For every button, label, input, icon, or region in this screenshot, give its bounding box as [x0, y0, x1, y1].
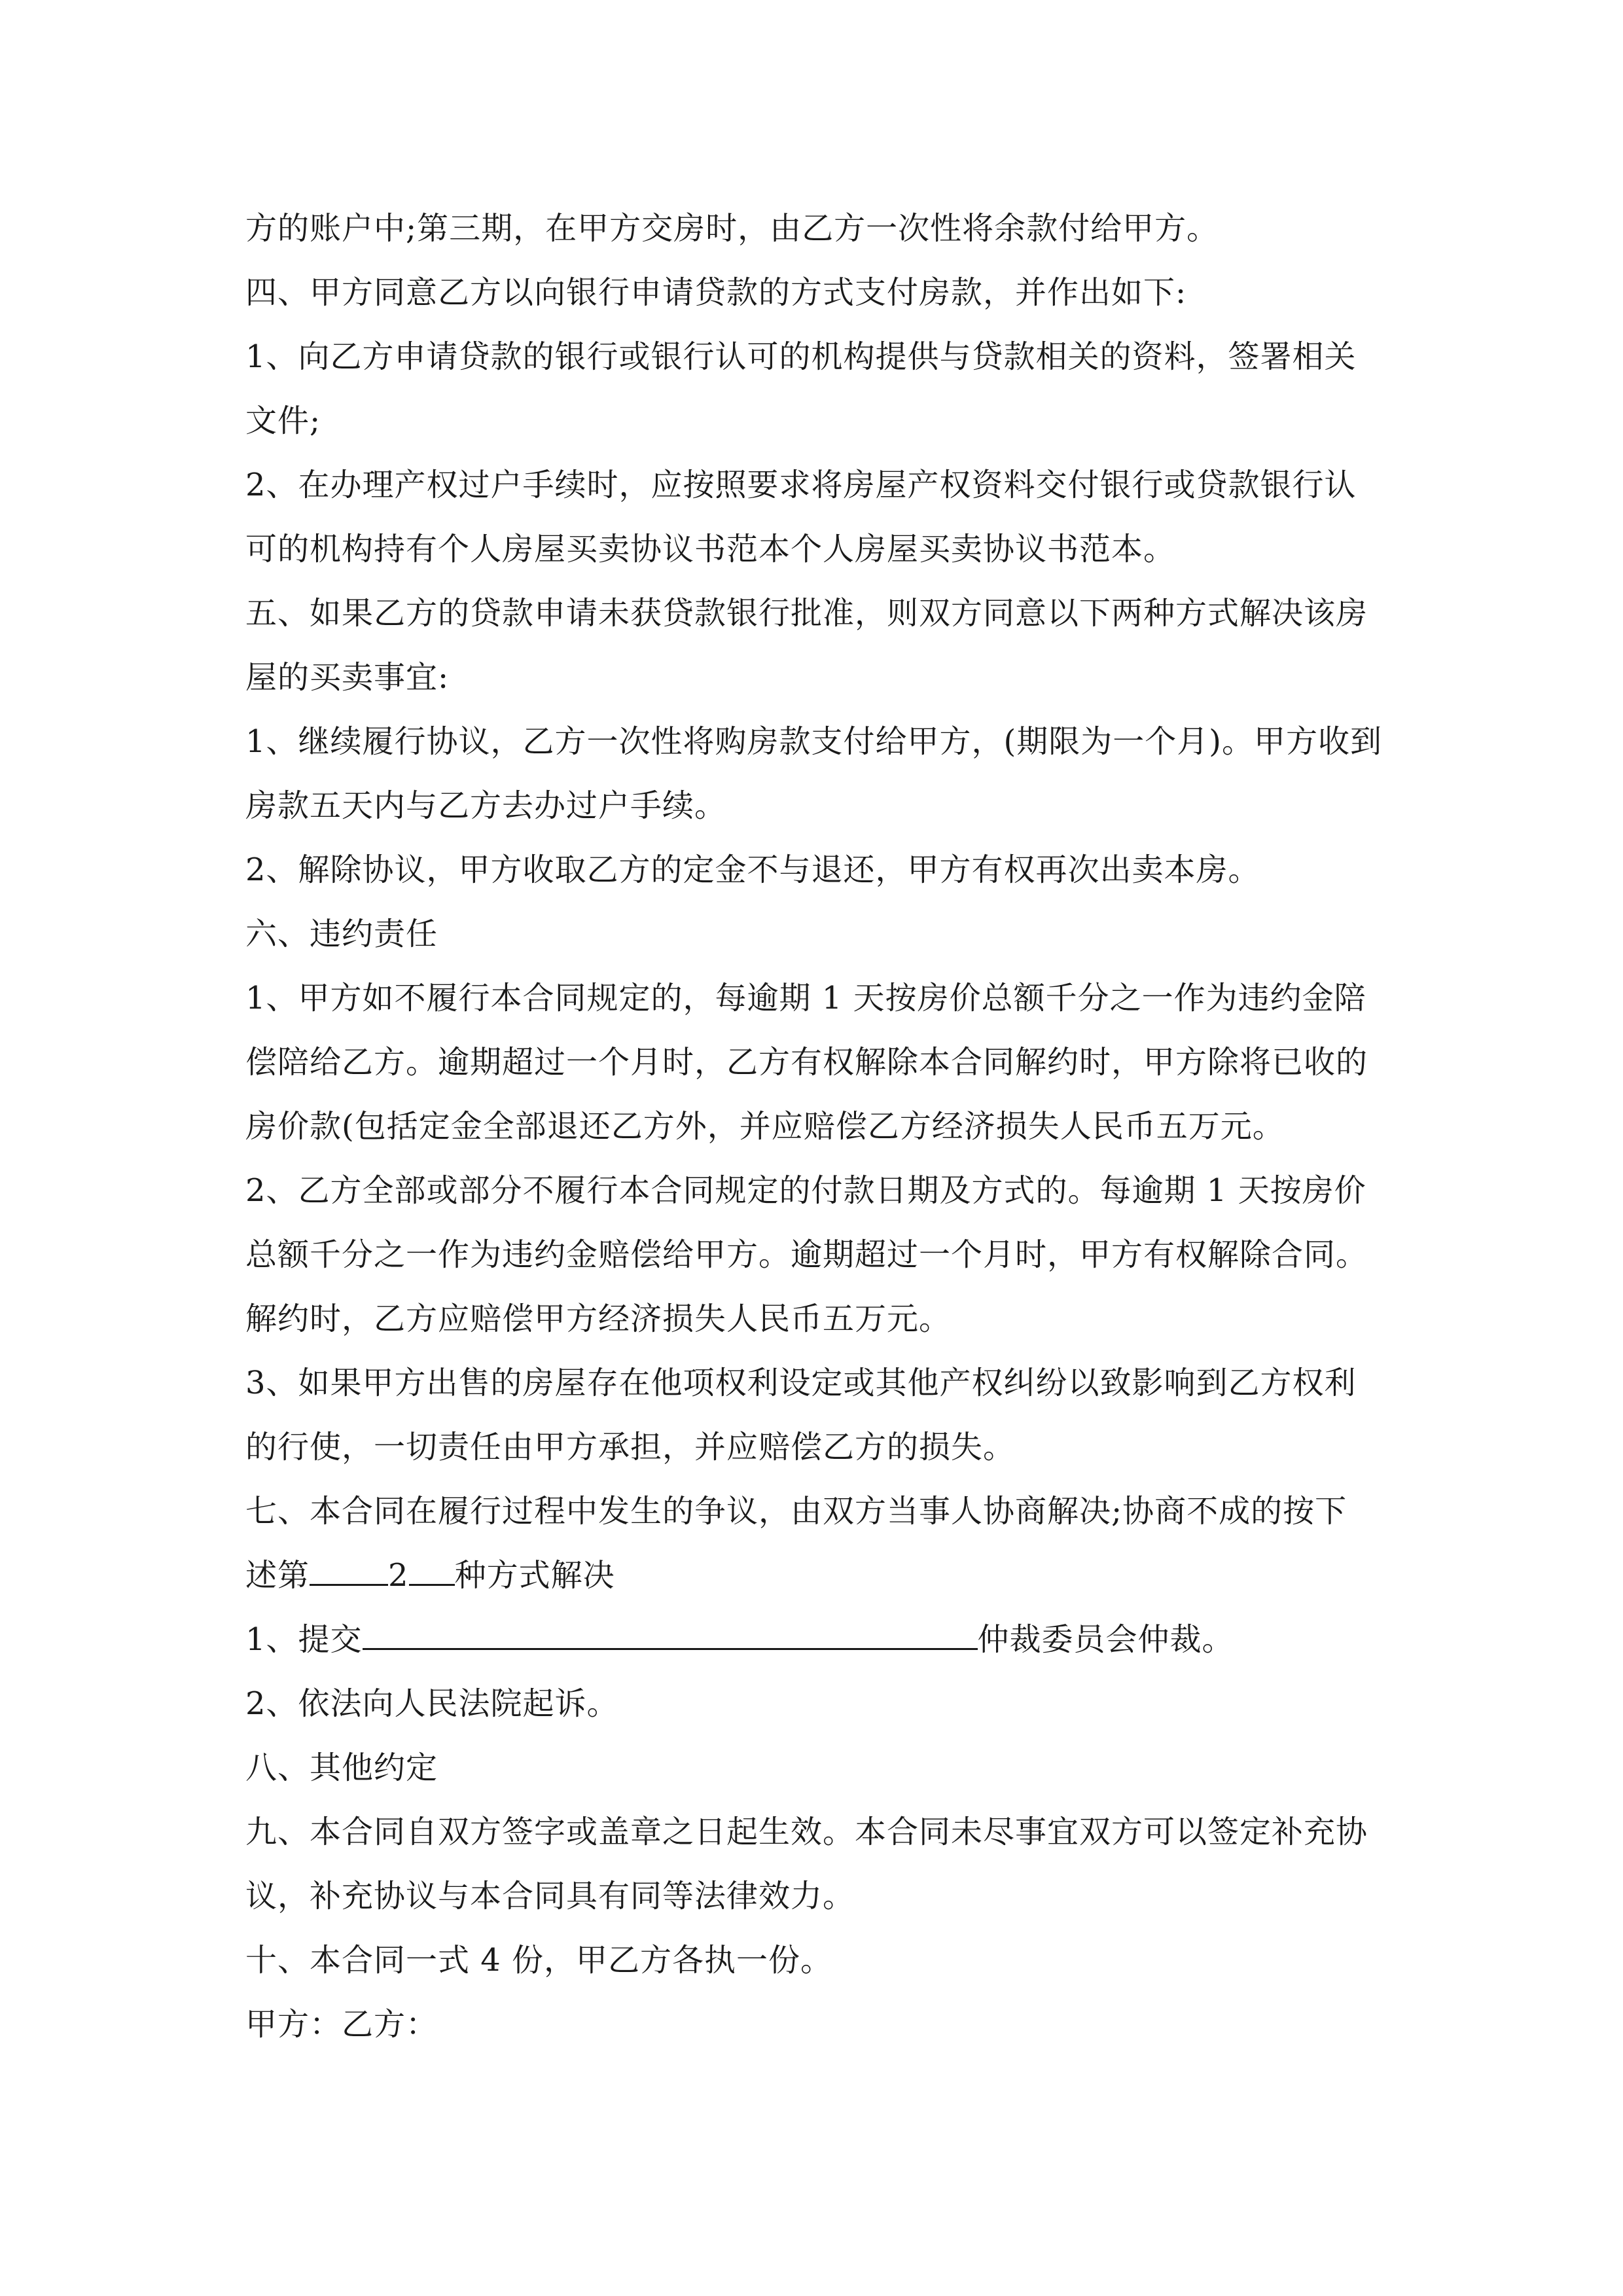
contract-page — [245, 196, 1384, 2056]
clause-7-choice-value: 2 — [388, 1557, 409, 1594]
paragraph: 3、如果甲方出售的房屋存在他项权利设定或其他产权纠纷以致影响到乙方权利的行使，一切责任由甲方承担，并应赔偿乙方的损失。 — [245, 1365, 1357, 1465]
paragraph: 方的账户中;第三期，在甲方交房时，由乙方一次性将余款付给甲方。 — [245, 210, 1219, 247]
arbitration-suffix: 仲裁委员会仲裁。 — [977, 1621, 1234, 1658]
blank-line — [310, 1545, 388, 1586]
paragraph: 2、乙方全部或部分不履行本合同规定的付款日期及方式的。每逾期 1 天按房价总额千分之一作为违约金赔偿给甲方。逾期超过一个月时，甲方有权解除合同。解约时，乙方应赔偿甲方经济损失人民币五万元。 — [245, 1172, 1368, 1337]
blank-line — [409, 1545, 455, 1586]
paragraph: 1、甲方如不履行本合同规定的，每逾期 1 天按房价总额千分之一作为违约金陪偿陪给乙方。逾期超过一个月时，乙方有权解除本合同解约时，甲方除将已收的房价款(包括定金全部退还乙方外，并应赔偿乙方经济损失人民币五万元。 — [245, 980, 1368, 1145]
clause-6-heading: 六、违约责任 — [245, 916, 438, 952]
paragraph: 2、在办理产权过户手续时，应按照要求将房屋产权资料交付银行或贷款银行认可的机构持有个人房屋买卖协议书范本个人房屋买卖协议书范本。 — [245, 467, 1357, 567]
clause-4-heading: 四、甲方同意乙方以向银行申请贷款的方式支付房款，并作出如下: — [245, 274, 1187, 311]
clause-7-prefix: 述第 — [245, 1557, 310, 1594]
paragraph: 九、本合同自双方签字或盖章之日起生效。本合同未尽事宜双方可以签定补充协议，补充协议与本合同具有同等法律效力。 — [245, 1814, 1368, 1914]
paragraph: 1、继续履行协议，乙方一次性将购房款支付给甲方，(期限为一个月)。甲方收到房款五天内与乙方去办过户手续。 — [245, 723, 1382, 824]
arbitration-prefix: 1、提交 — [245, 1621, 363, 1658]
clause-7-suffix: 种方式解决 — [454, 1557, 615, 1594]
clause-7-choice-line — [245, 1543, 1384, 1607]
clause-8-heading: 八、其他约定 — [245, 1749, 438, 1786]
paragraph: 十、本合同一式 4 份，甲乙方各执一份。 — [245, 1942, 833, 1979]
paragraph: 2、解除协议，甲方收取乙方的定金不与退还，甲方有权再次出卖本房。 — [245, 852, 1260, 888]
signature-line: 甲方：乙方： — [245, 2006, 438, 2043]
arbitration-blank-line — [363, 1609, 978, 1650]
paragraph: 2、依法向人民法院起诉。 — [245, 1685, 619, 1722]
arbitration-line — [245, 1607, 1384, 1672]
clause-7-heading: 七、本合同在履行过程中发生的争议，由双方当事人协商解决;协商不成的按下 — [245, 1493, 1347, 1530]
paragraph: 1、向乙方申请贷款的银行或银行认可的机构提供与贷款相关的资料，签署相关文件; — [245, 338, 1357, 439]
clause-5-heading: 五、如果乙方的贷款申请未获贷款银行批准，则双方同意以下两种方式解决该房屋的买卖事宜: — [245, 595, 1368, 696]
